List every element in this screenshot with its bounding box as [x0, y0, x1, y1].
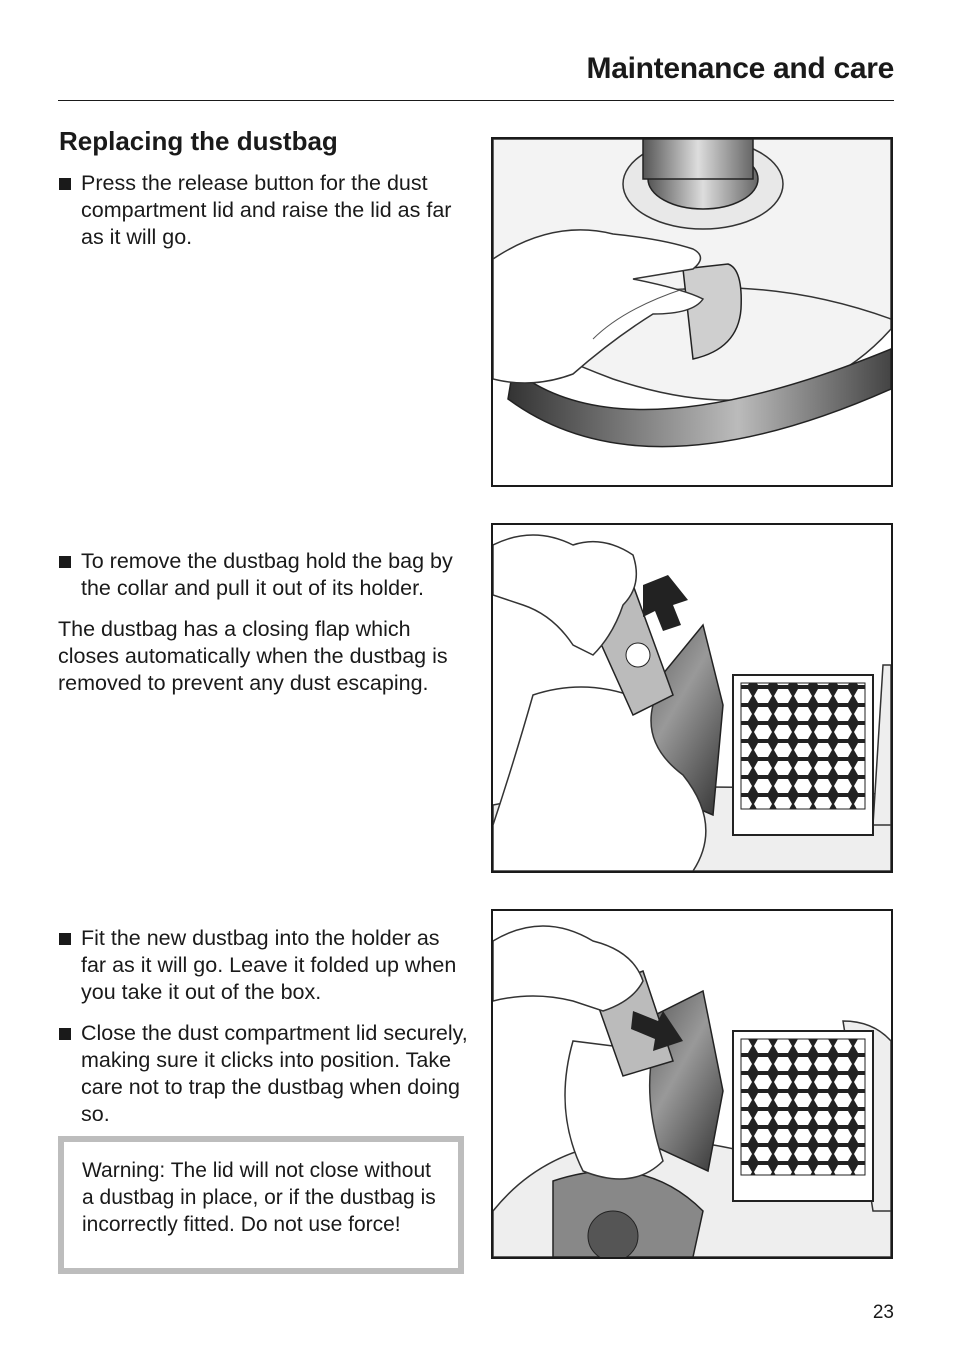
bullet-square-icon [59, 178, 71, 190]
bullet-square-icon [59, 933, 71, 945]
step-text: To remove the dustbag hold the bag by the collar and pull it out of its holder. [81, 549, 453, 600]
bullet-item [58, 925, 468, 1006]
page-number: 23 [872, 1302, 894, 1323]
warning-text: Warning: The lid will not close without a dustbag in place, or if the dustbag is incorrectly fitted. Do not use force! [82, 1159, 436, 1236]
release-button-illustration-icon [493, 139, 891, 485]
warning-box [58, 1136, 464, 1274]
figure-remove-dustbag [491, 523, 893, 873]
bullet-item [58, 548, 468, 602]
fit-dustbag-illustration-icon [493, 911, 891, 1257]
remove-dustbag-illustration-icon [493, 525, 891, 871]
step-text: Press the release button for the dust compartment lid and raise the lid as far as it will go. [81, 171, 452, 249]
page-header-title: Maintenance and care [586, 52, 894, 85]
step-block-1 [58, 170, 468, 265]
figure-fit-dustbag [491, 909, 893, 1259]
step-note: The dustbag has a closing flap which closes automatically when the dustbag is removed to prevent any dust escaping. [58, 617, 448, 695]
figure-release-lid [491, 137, 893, 487]
step-text: Fit the new dustbag into the holder as far as it will go. Leave it folded up when you take it out of the box. [81, 926, 457, 1004]
step-block-2 [58, 548, 468, 697]
section-title: Replacing the dustbag [59, 126, 338, 156]
step-block-3 [58, 925, 468, 1142]
bullet-item [58, 1020, 468, 1128]
bullet-square-icon [59, 556, 71, 568]
step-text: Close the dust compartment lid securely, making sure it clicks into position. Take care not to trap the dustbag when doing so. [81, 1021, 468, 1126]
bullet-item [58, 170, 468, 251]
bullet-square-icon [59, 1028, 71, 1040]
header-divider [58, 100, 894, 101]
